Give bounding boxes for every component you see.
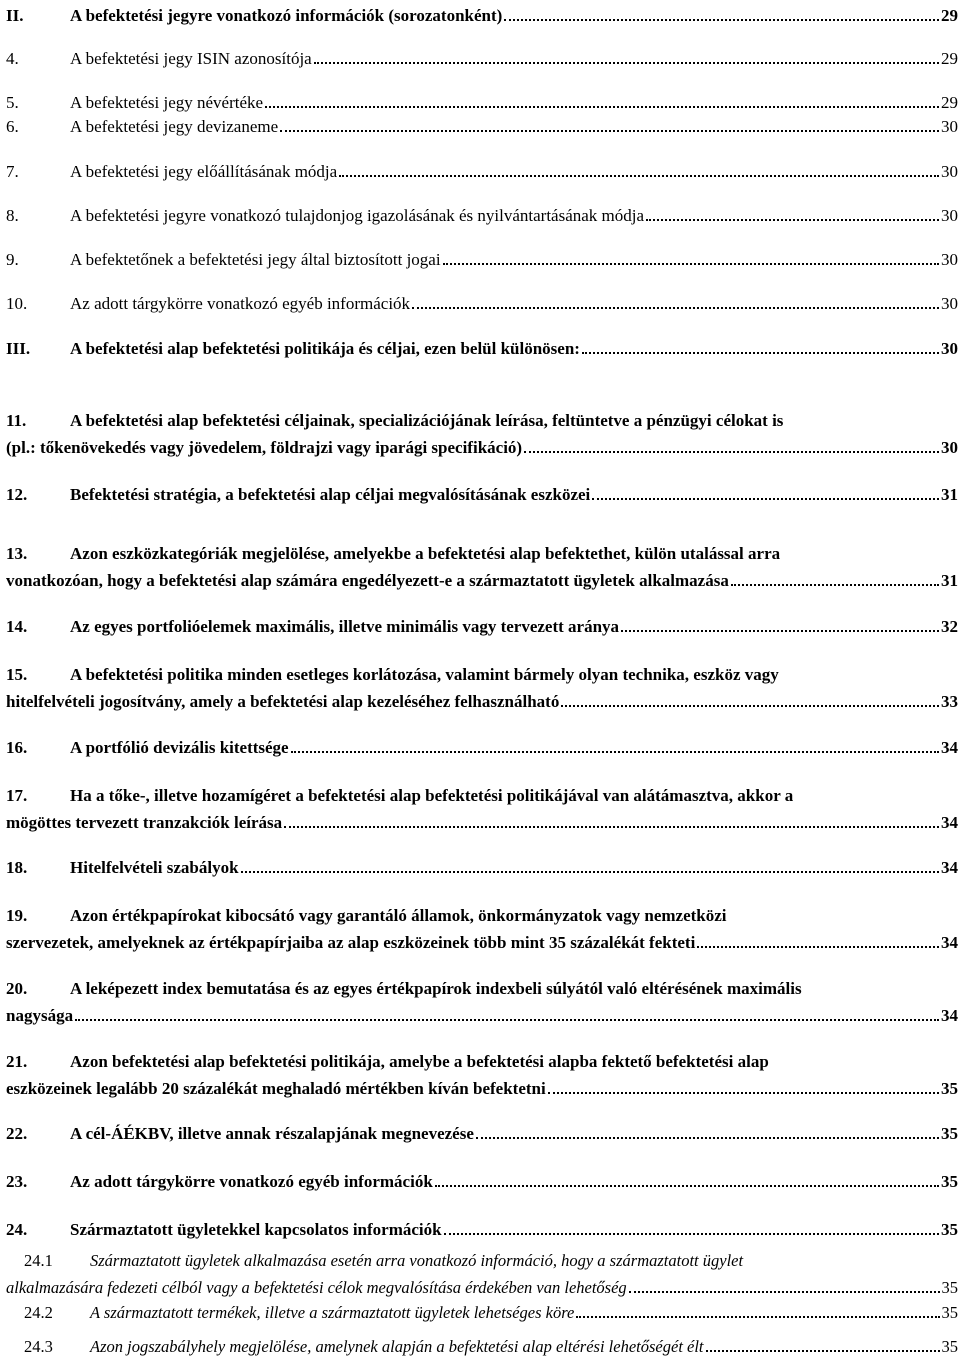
toc-entry[interactable]: 6. A befektetési jegy devizaneme 30: [6, 113, 958, 140]
page-number: 34: [941, 738, 958, 757]
page-number: 35: [941, 1278, 958, 1297]
page-number: 32: [941, 617, 958, 636]
leader-dots: [697, 946, 939, 948]
page-number: 35: [941, 1079, 958, 1098]
toc-entry[interactable]: 7. A befektetési jegy előállításának módja 30: [6, 158, 958, 185]
page-number: 30: [941, 438, 958, 457]
leader-dots: [548, 1092, 939, 1094]
leader-dots: [443, 263, 939, 265]
toc-entry[interactable]: III. A befektetési alap befektetési politikája és céljai, ezen belül különösen: 30: [6, 335, 958, 362]
leader-dots: [621, 630, 939, 632]
page-number: 30: [941, 339, 958, 358]
toc-entry[interactable]: 5. A befektetési jegy névértéke 29: [6, 89, 958, 116]
page-number: 30: [941, 294, 958, 313]
toc-entry[interactable]: 17. Ha a tőke-, illetve hozamígéret a befektetési alap befektetési politikájával van alátámasztva, akkor a mögöttes tervezett tranzakciók leírása 34: [6, 782, 958, 836]
page-number: 29: [941, 49, 958, 68]
leader-dots: [476, 1137, 939, 1139]
page-number: 35: [941, 1220, 958, 1239]
leader-dots: [504, 19, 939, 21]
leader-dots: [280, 130, 939, 132]
leader-dots: [576, 1316, 939, 1318]
toc-entry[interactable]: 8. A befektetési jegyre vonatkozó tulajdonjog igazolásának és nyilvántartásának módja 30: [6, 202, 958, 229]
leader-dots: [412, 307, 939, 309]
leader-dots: [339, 175, 939, 177]
leader-dots: [592, 498, 939, 500]
toc-entry[interactable]: 15. A befektetési politika minden esetleges korlátozása, valamint bármely olyan technika, eszköz vagy hitelfelvételi jogosítvány, amely a befektetési alap kezeléséhez felhasználható 33: [6, 661, 958, 715]
page-number: 35: [941, 1172, 958, 1191]
toc-entry[interactable]: 12. Befektetési stratégia, a befektetési alap céljai megvalósításának eszközei 31: [6, 481, 958, 508]
page-number: 34: [941, 858, 958, 877]
toc-entry[interactable]: 23. Az adott tárgykörre vonatkozó egyéb információk 35: [6, 1168, 958, 1195]
toc-entry[interactable]: 4. A befektetési jegy ISIN azonosítója 29: [6, 45, 958, 72]
page-number: 34: [941, 813, 958, 832]
leader-dots: [75, 1019, 939, 1021]
page-number: 31: [941, 571, 958, 590]
leader-dots: [629, 1291, 940, 1293]
page-number: 34: [941, 933, 958, 952]
page-number: 33: [941, 692, 958, 711]
leader-dots: [284, 826, 939, 828]
leader-dots: [435, 1185, 939, 1187]
toc-entry[interactable]: 10. Az adott tárgykörre vonatkozó egyéb információk 30: [6, 290, 958, 317]
toc-entry[interactable]: 21. Azon befektetési alap befektetési politikája, amelybe a befektetési alapba fektető befektetési alap eszközeinek legalább 20 százalékát meghaladó mértékben kíván befektetni 35: [6, 1048, 958, 1102]
toc-entry[interactable]: II. A befektetési jegyre vonatkozó információk (sorozatonként) 29: [6, 2, 958, 29]
toc-entry[interactable]: 14. Az egyes portfolióelemek maximális, illetve minimális vagy tervezett aránya 32: [6, 613, 958, 640]
page-number: 30: [941, 117, 958, 136]
page-number: 31: [941, 485, 958, 504]
page-number: 35: [941, 1337, 958, 1356]
toc-entry[interactable]: 22. A cél-ÁÉKBV, illetve annak részalapjának megnevezése 35: [6, 1120, 958, 1147]
page-number: 30: [941, 206, 958, 225]
toc-entry[interactable]: 19. Azon értékpapírokat kibocsátó vagy garantáló államok, önkormányzatok vagy nemzetközi szervezetek, amelyeknek az értékpapírjaiba az alap eszközeinek több mint 35 százalékát fekteti 34: [6, 902, 958, 956]
toc-entry[interactable]: 9. A befektetőnek a befektetési jegy által biztosított jogai 30: [6, 246, 958, 273]
page-number: 29: [941, 6, 958, 25]
leader-dots: [706, 1350, 940, 1352]
toc-subentry[interactable]: 24.2 A származtatott termékek, illetve a származtatott ügyletek lehetséges köre 35: [6, 1299, 958, 1326]
page-number: 35: [941, 1303, 958, 1322]
toc-entry[interactable]: 20. A leképezett index bemutatása és az egyes értékpapírok indexbeli súlyától való eltérésének maximális nagysága 34: [6, 975, 958, 1029]
leader-dots: [561, 705, 939, 707]
toc-entry[interactable]: 13. Azon eszközkategóriák megjelölése, amelyekbe a befektetési alap befektethet, külön utalással arra vonatkozóan, hogy a befektetési alap számára engedélyezett-e a származtatott ügyletek alkalmazása 31: [6, 540, 958, 594]
toc-entry[interactable]: 16. A portfólió devizális kitettsége 34: [6, 734, 958, 761]
leader-dots: [444, 1233, 939, 1235]
leader-dots: [646, 219, 939, 221]
leader-dots: [314, 62, 939, 64]
toc-entry[interactable]: 11. A befektetési alap befektetési céljainak, specializációjának leírása, feltüntetve a pénzügyi célokat is (pl.: tőkenövekedés vagy jövedelem, földrajzi vagy iparági specifikáció) 30: [6, 407, 958, 461]
leader-dots: [265, 106, 939, 108]
toc-subentry[interactable]: 24.1 Származtatott ügyletek alkalmazása esetén arra vonatkozó információ, hogy a származtatott ügylet alkalmazására fedezeti célból vagy a befektetési célok megvalósítása érdekében van lehetőség 35: [6, 1247, 958, 1301]
page-number: 35: [941, 1124, 958, 1143]
leader-dots: [241, 871, 939, 873]
page-number: 30: [941, 162, 958, 181]
toc-subentry[interactable]: 24.3 Azon jogszabályhely megjelölése, amelynek alapján a befektetési alap eltérési lehetőségét élt 35: [6, 1333, 958, 1360]
page-number: 30: [941, 250, 958, 269]
toc-entry[interactable]: 18. Hitelfelvételi szabályok 34: [6, 854, 958, 881]
leader-dots: [291, 751, 939, 753]
page-number: 34: [941, 1006, 958, 1025]
toc-entry[interactable]: 24. Származtatott ügyletekkel kapcsolatos információk 35: [6, 1216, 958, 1243]
leader-dots: [731, 584, 939, 586]
leader-dots: [582, 352, 939, 354]
leader-dots: [524, 451, 939, 453]
page-number: 29: [941, 93, 958, 112]
